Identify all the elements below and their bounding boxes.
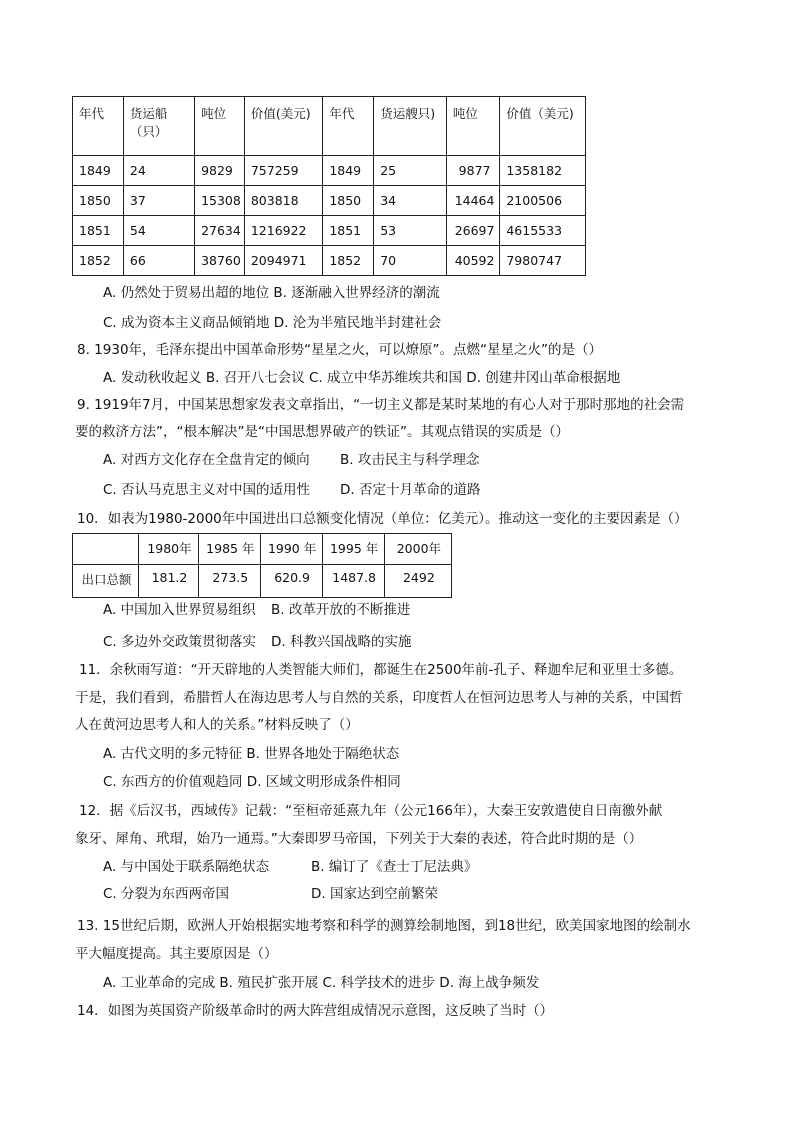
cell: 2492 bbox=[384, 565, 451, 598]
cell: 181.2 bbox=[139, 565, 199, 598]
cell: 9829 bbox=[195, 156, 245, 186]
table-header-row bbox=[73, 534, 452, 565]
header-cell: 年代 bbox=[73, 97, 124, 156]
cell: 757259 bbox=[244, 156, 322, 186]
cell: 66 bbox=[123, 246, 194, 276]
cell: 25 bbox=[374, 156, 447, 186]
cell: 4615533 bbox=[500, 216, 586, 246]
q7-options-line2: C. 成为资本主义商品倾销地 D. 沦为半殖民地半封建社会 bbox=[103, 315, 442, 331]
header-cell: 1995 年 bbox=[322, 534, 384, 565]
table-row bbox=[73, 186, 586, 216]
cell: 1850 bbox=[323, 186, 374, 216]
cell: 15308 bbox=[195, 186, 245, 216]
cell: 70 bbox=[374, 246, 447, 276]
cell: 273.5 bbox=[198, 565, 260, 598]
cell: 37 bbox=[123, 186, 194, 216]
cell: 27634 bbox=[195, 216, 245, 246]
cell: 1487.8 bbox=[322, 565, 384, 598]
q13-options: A. 工业革命的完成 B. 殖民扩张开展 C. 科学技术的进步 D. 海上战争频发 bbox=[103, 975, 540, 991]
cell: 53 bbox=[374, 216, 447, 246]
header-cell: 吨位 bbox=[446, 97, 500, 156]
q14-stem: 14．如图为英国资产阶级革命时的两大阵营组成情况示意图，这反映了当时（） bbox=[77, 1003, 554, 1019]
header-cell: 价值(美元) bbox=[244, 97, 322, 156]
q9-option-d: D. 否定十月革命的道路 bbox=[340, 482, 481, 498]
header-cell bbox=[73, 534, 139, 565]
q13-stem-line1: 13. 15世纪后期，欧洲人开始根据实地考察和科学的测算绘制地图，到18世纪，欧美国家地图的绘制水 bbox=[77, 918, 691, 934]
cell: 1851 bbox=[323, 216, 374, 246]
ship-trade-table bbox=[72, 96, 586, 276]
cell: 1850 bbox=[73, 186, 124, 216]
cell: 2100506 bbox=[500, 186, 586, 216]
cell: 1216922 bbox=[244, 216, 322, 246]
q11-options-line2: C. 东西方的价值观趋同 D. 区域文明形成条件相同 bbox=[103, 774, 401, 790]
q9-option-a: A. 对西方文化存在全盘肯定的倾向 bbox=[103, 452, 310, 468]
q10-option-a: A. 中国加入世界贸易组织 bbox=[103, 602, 256, 618]
cell: 24 bbox=[123, 156, 194, 186]
q12-option-a: A. 与中国处于联系隔绝状态 bbox=[103, 859, 270, 875]
header-cell: 货运船（只） bbox=[123, 97, 194, 156]
cell: 38760 bbox=[195, 246, 245, 276]
q10-stem: 10．如表为1980-2000年中国进出口总额变化情况（单位：亿美元）。推动这一变化的主要因素是（） bbox=[77, 511, 688, 527]
q12-stem-line2: 象牙、犀角、玳瑁，始乃一通焉。”大秦即罗马帝国，下列关于大秦的表述，符合此时期的是（） bbox=[75, 831, 643, 847]
q9-option-b: B. 攻击民主与科学理念 bbox=[340, 452, 480, 468]
q7-options-line1: A. 仍然处于贸易出超的地位 B. 逐渐融入世界经济的潮流 bbox=[103, 285, 440, 301]
q12-option-b: B. 编订了《查士丁尼法典》 bbox=[311, 859, 478, 875]
cell: 34 bbox=[374, 186, 447, 216]
cell: 26697 bbox=[446, 216, 500, 246]
q9-option-c: C. 否认马克思主义对中国的适用性 bbox=[103, 482, 311, 498]
q10-option-d: D. 科教兴国战略的实施 bbox=[271, 634, 412, 650]
q8-options: A. 发动秋收起义 B. 召开八七会议 C. 成立中华苏维埃共和国 D. 创建井冈山革命根据地 bbox=[103, 370, 621, 386]
cell: 7980747 bbox=[500, 246, 586, 276]
cell: 1358182 bbox=[500, 156, 586, 186]
cell: 54 bbox=[123, 216, 194, 246]
table-row bbox=[73, 565, 452, 598]
header-cell: 1985 年 bbox=[198, 534, 260, 565]
cell: 803818 bbox=[244, 186, 322, 216]
cell: 14464 bbox=[446, 186, 500, 216]
cell: 40592 bbox=[446, 246, 500, 276]
q10-option-c: C. 多边外交政策贯彻落实 bbox=[103, 634, 257, 650]
q9-stem-line2: 要的救济方法”，“根本解决”是“中国思想界破产的铁证”。其观点错误的实质是（） bbox=[75, 424, 569, 440]
cell: 1849 bbox=[73, 156, 124, 186]
q9-stem-line1: 9. 1919年7月，中国某思想家发表文章指出，“一切主义都是某时某地的有心人对于那时那地的社会需 bbox=[77, 397, 685, 413]
q11-stem-line1: 11．余秋雨写道：“开天辟地的人类智能大师们，都诞生在2500年前-孔子、释迦牟尼和亚里士多德。 bbox=[79, 662, 683, 678]
header-cell: 年代 bbox=[323, 97, 374, 156]
table-header-row bbox=[73, 97, 586, 156]
q11-stem-line2: 于是，我们看到，希腊哲人在海边思考人与自然的关系，印度哲人在恒河边思考人与神的关系，中国哲 bbox=[75, 690, 683, 706]
q13-stem-line2: 平大幅度提高。其主要原因是（） bbox=[75, 946, 278, 962]
cell: 620.9 bbox=[260, 565, 322, 598]
cell: 1852 bbox=[73, 246, 124, 276]
header-cell: 货运艘只) bbox=[374, 97, 447, 156]
table-row bbox=[73, 246, 586, 276]
export-total-table bbox=[72, 533, 452, 598]
q8-stem: 8. 1930年，毛泽东提出中国革命形势“星星之火，可以燎原”。点燃“星星之火”的是（） bbox=[77, 342, 603, 358]
header-cell: 吨位 bbox=[195, 97, 245, 156]
header-cell: 1980年 bbox=[139, 534, 199, 565]
header-cell: 1990 年 bbox=[260, 534, 322, 565]
q12-option-d: D. 国家达到空前繁荣 bbox=[311, 886, 438, 902]
header-cell: 2000年 bbox=[384, 534, 451, 565]
table-row bbox=[73, 156, 586, 186]
q11-stem-line3: 人在黄河边思考人和人的关系。”材料反映了（） bbox=[75, 717, 359, 733]
cell: 1851 bbox=[73, 216, 124, 246]
cell: 1849 bbox=[323, 156, 374, 186]
q11-options-line1: A. 古代文明的多元特征 B. 世界各地处于隔绝状态 bbox=[103, 746, 400, 762]
cell: 9877 bbox=[446, 156, 500, 186]
q10-option-b: B. 改革开放的不断推进 bbox=[271, 602, 411, 618]
q12-option-c: C. 分裂为东西两帝国 bbox=[103, 886, 230, 902]
q12-stem-line1: 12．据《后汉书，西域传》记载：“至桓帝延熹九年（公元166年），大秦王安敦遣使自日南徼外献 bbox=[79, 803, 663, 819]
cell: 1852 bbox=[323, 246, 374, 276]
cell: 2094971 bbox=[244, 246, 322, 276]
table-row bbox=[73, 216, 586, 246]
header-cell: 价值（美元) bbox=[500, 97, 586, 156]
cell: 出口总额 bbox=[73, 565, 139, 598]
